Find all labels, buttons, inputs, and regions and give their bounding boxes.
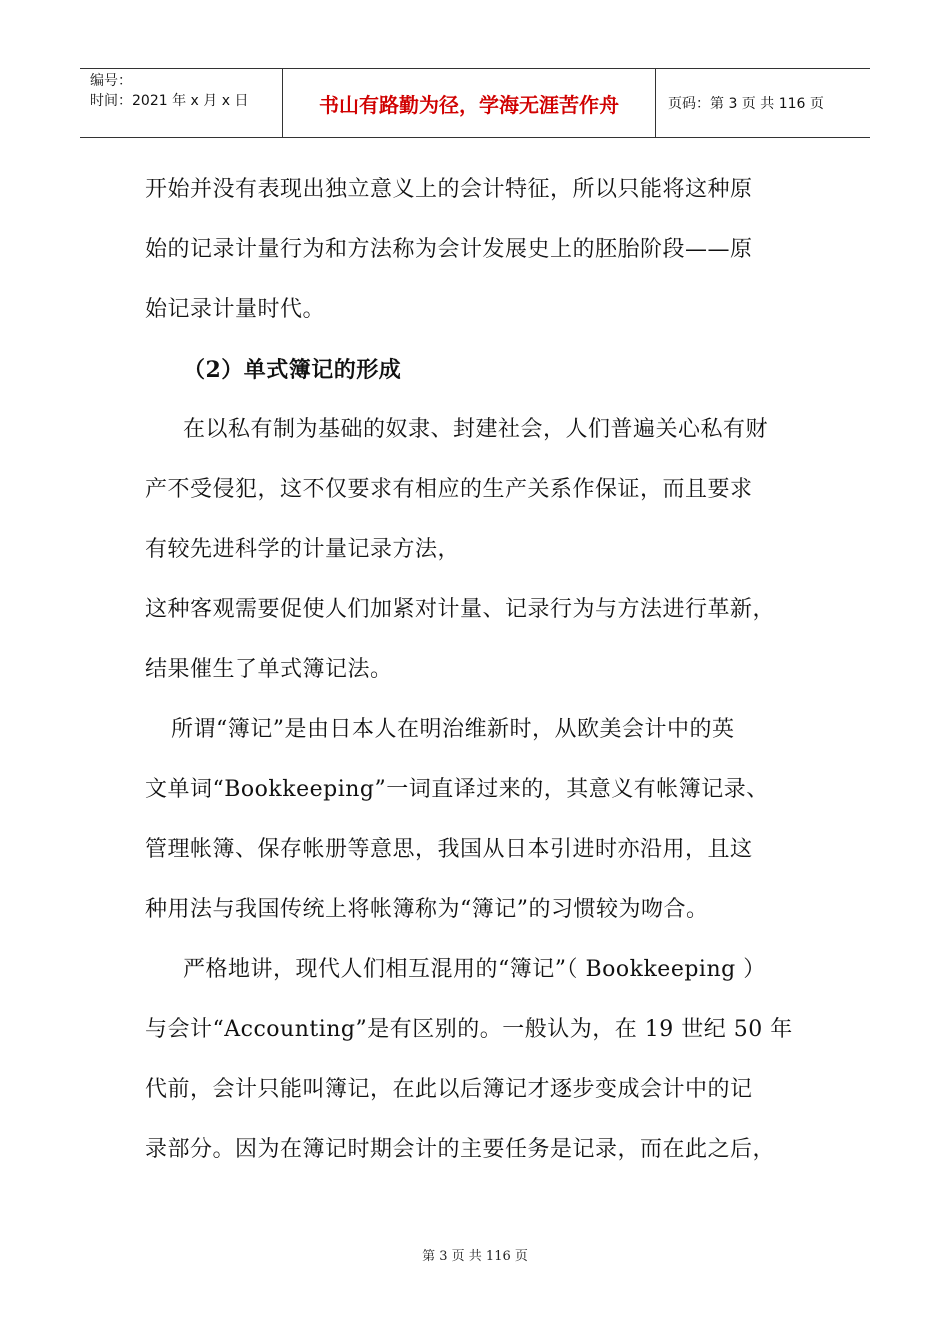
body-line: 开始并没有表现出独立意义上的会计特征，所以只能将这种原 (145, 177, 753, 202)
body-line: 始记录计量时代。 (145, 297, 326, 322)
page-header (80, 68, 870, 138)
body-line: 所谓“簿记”是由日本人在明治维新时，从欧美会计中的英 (171, 717, 735, 742)
body-line: 与会计“Accounting”是有区别的。一般认为，在 19 世纪 50 年 (145, 1017, 793, 1042)
header-motto: 书山有路勤为径，学海无涯苦作舟 (282, 69, 656, 137)
body-line: 种用法与我国传统上将帐簿称为“簿记”的习惯较为吻合。 (145, 897, 709, 922)
document-body (145, 160, 810, 1180)
body-line: 代前，会计只能叫簿记，在此以后簿记才逐步变成会计中的记 (145, 1077, 753, 1102)
body-line: 管理帐簿、保存帐册等意思，我国从日本引进时亦沿用，且这 (145, 837, 753, 862)
body-line: 有较先进科学的计量记录方法， (145, 537, 461, 562)
body-line: 严格地讲，现代人们相互混用的“簿记”（ Bookkeeping ） (183, 957, 766, 982)
body-line: 文单词“Bookkeeping”一词直译过来的，其意义有帐簿记录、 (145, 777, 769, 802)
body-line: 这种客观需要促使人们加紧对计量、记录行为与方法进行革新， (145, 597, 776, 622)
header-page-info: 页码：第 3 页 共 116 页 (668, 96, 824, 112)
page-footer: 第 3 页 共 116 页 (422, 1249, 528, 1264)
header-meta (80, 69, 282, 137)
document-number-label: 编号： (90, 73, 132, 89)
body-line: 始的记录计量行为和方法称为会计发展史上的胚胎阶段——原 (145, 237, 753, 262)
document-date: 时间：2021 年 x 月 x 日 (90, 93, 249, 109)
body-line: 在以私有制为基础的奴隶、封建社会，人们普遍关心私有财 (183, 417, 769, 442)
body-line: 结果催生了单式簿记法。 (145, 657, 393, 682)
body-line: 产不受侵犯，这不仅要求有相应的生产关系作保证，而且要求 (145, 477, 753, 502)
body-line: 录部分。因为在簿记时期会计的主要任务是记录，而在此之后， (145, 1137, 776, 1162)
section-heading: （2）单式簿记的形成 (183, 357, 402, 383)
